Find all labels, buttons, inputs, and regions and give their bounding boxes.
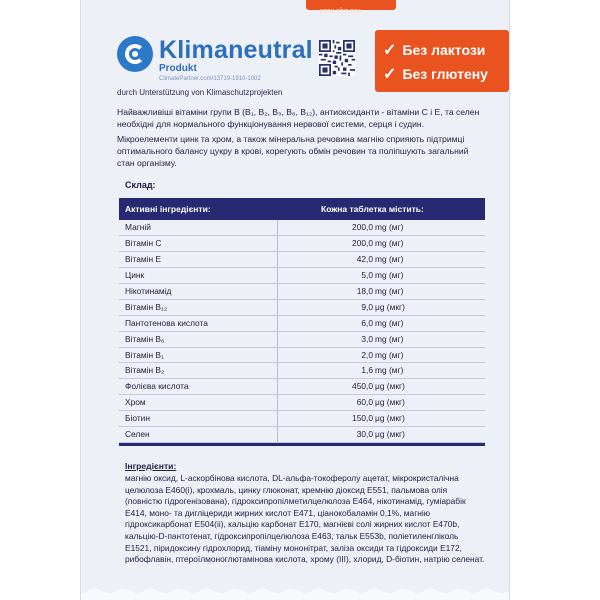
column-divider (277, 316, 278, 331)
ingredient-value: 200,0 (352, 222, 373, 232)
ingredient-name: Хром (125, 397, 146, 408)
ingredient-unit: mg (мг) (375, 365, 404, 376)
header-ingredient: Активні інгредієнти: (125, 204, 211, 214)
ingredient-unit: mg (мг) (375, 349, 404, 360)
ingredient-value: 3,0 (361, 333, 373, 344)
table-row (119, 252, 485, 268)
column-divider (277, 395, 278, 410)
ingredient-unit: μg (мкг) (375, 413, 405, 424)
package-panel (80, 0, 510, 600)
ingredient-name: Фолієва кислота (125, 381, 189, 392)
table-row (119, 427, 485, 443)
ingredient-name: Селен (125, 429, 150, 440)
ingredient-name: Вітамін В₆ (125, 333, 165, 344)
table-row (119, 332, 485, 348)
ingredient-value: 60,0 (356, 397, 373, 408)
ingredient-unit: μg (мкг) (375, 301, 405, 312)
lactose-free-label: Без лактози (402, 42, 486, 58)
table-bottom-rule (119, 443, 485, 446)
table-row (119, 284, 485, 300)
column-divider (277, 268, 278, 283)
ingredient-value: 1,6 (361, 365, 373, 376)
top-strip-text: ᴎᴛɔᴠ ɘɓɔᴠɪɔᴎ (320, 8, 361, 15)
ingredient-unit: mg (мг) (375, 285, 404, 296)
ingredient-value: 200,0 (352, 237, 373, 248)
nutrient-table (119, 198, 485, 446)
column-divider (277, 252, 278, 267)
ingredient-unit: mg (мг) (375, 253, 404, 264)
column-divider (277, 363, 278, 378)
column-divider (277, 220, 278, 235)
ingredient-value: 150,0 (352, 413, 373, 424)
climate-partner-logo-icon (117, 36, 153, 72)
ingredient-unit: mg (мг) (375, 269, 404, 280)
ingredient-value: 42,0 (356, 253, 373, 264)
ingredient-unit: μg (мкг) (375, 381, 405, 392)
support-text: durch Unterstützung von Klimaschutzprojekten (117, 88, 283, 97)
ingredient-value: 2,0 (361, 349, 373, 360)
table-row (119, 363, 485, 379)
table-body (119, 220, 485, 443)
column-divider (277, 236, 278, 251)
ingredient-value: 30,0 (356, 429, 373, 440)
column-divider (277, 300, 278, 315)
table-header (119, 198, 485, 220)
ingredient-name: Вітамін Е (125, 253, 162, 264)
ingredient-name: Цинк (125, 269, 145, 280)
ingredient-value: 6,0 (361, 317, 373, 328)
table-row (119, 268, 485, 284)
ingredient-name: Вітамін В₁₂ (125, 301, 168, 312)
torn-edge-decoration (81, 586, 509, 600)
ingredient-value: 18,0 (356, 285, 373, 296)
column-divider (277, 284, 278, 299)
ingredient-value: 9,0 (361, 301, 373, 312)
ingredient-name: Вітамін С (125, 237, 162, 248)
intro-paragraph-1: Найважливіші вітаміни групи В (В₁, В₂, В₅, В₆, В₁₂), антиоксиданти - вітаміни С і Е, та селен необхідні для нормального функціонування нервової системи, серця і судин. (117, 107, 480, 129)
ingredient-unit: mg (мг) (375, 237, 404, 248)
header-amount: Кожна таблетка містить: (321, 204, 424, 214)
ingredient-name: Пантотенова кислота (125, 317, 208, 328)
ingredient-value: 5,0 (361, 269, 373, 280)
logo-subtitle: Produkt (159, 63, 197, 74)
table-row (119, 316, 485, 332)
ingredient-name: Біотин (125, 413, 150, 424)
ingredient-unit: μg (мкг) (375, 429, 405, 440)
column-divider (277, 427, 278, 442)
table-row (119, 395, 485, 411)
ingredient-name: Нікотинамід (125, 285, 172, 296)
gluten-free-row (383, 64, 488, 84)
table-row (119, 411, 485, 427)
ingredient-unit: μg (мкг) (375, 397, 405, 408)
ingredient-name: Магній (125, 222, 151, 232)
table-row (119, 379, 485, 395)
ingredient-name: Вітамін В₁ (125, 349, 164, 360)
table-row (119, 348, 485, 364)
composition-label: Склад: (125, 180, 156, 190)
ingredients-label: Інгредієнти: (125, 461, 177, 471)
column-divider (277, 411, 278, 426)
table-row (119, 300, 485, 316)
ingredient-name: Вітамін В₂ (125, 365, 165, 376)
ingredient-unit: mg (мг) (375, 333, 404, 344)
ingredient-unit: mg (мг) (375, 317, 404, 328)
lactose-free-row (383, 40, 485, 60)
qr-code-icon[interactable] (319, 40, 355, 76)
logo-url: ClimatePartner.com/13719-1910-1002 (159, 76, 261, 82)
column-divider (277, 348, 278, 363)
table-row (119, 220, 485, 236)
ingredient-value: 450,0 (352, 381, 373, 392)
check-icon: ✓ (383, 42, 397, 59)
column-divider (277, 379, 278, 394)
ingredient-unit: mg (мг) (375, 222, 404, 232)
column-divider (277, 332, 278, 347)
table-row (119, 236, 485, 252)
top-orange-strip (306, 0, 396, 15)
check-icon: ✓ (383, 66, 397, 83)
ingredients-text: магнію оксид, L-аскорбінова кислота, DL-альфа-токоферолу ацетат, мікрокристалічна целюлоза Е460(і), крохмаль, цинку глюконат, кремнію діоксид Е551, пальмова олія (повністю гідрогенізована), гідроксипропілметилцелюлоза Е464, нікотинамід, гуміарабік Е414, моно- та дигліцериди жирних кислот Е471, ціанокобаламін 0,1%, магнію гідроксикарбонат Е504(іі), кальцію карбонат Е170, магнієві солі жирних кислот Е470b, кальцію-D-пантотенат, гідроксипропілцелюлоза Е463, тальк Е553b, поліетиленгліколь Е1521, піридоксину гідрохлорид, тіаміну мононітрат, заліза оксиди та гідроксиди Е172, рибофлавін, птероїлмоноглютамінова кислота, хрому (III), хлорид, D-біотин, натрію селенат. (125, 473, 485, 565)
gluten-free-label: Без глютену (402, 66, 488, 82)
free-from-badge (375, 30, 509, 92)
intro-paragraph-2: Мікроелементи цинк та хром, а також мінеральна речовина магнію сприяють підтримці оптимального балансу цукру в крові, корегують обмін речовин та поліпшують загальний стан організму. (117, 134, 469, 168)
logo-title: Klimaneutral (159, 36, 313, 64)
